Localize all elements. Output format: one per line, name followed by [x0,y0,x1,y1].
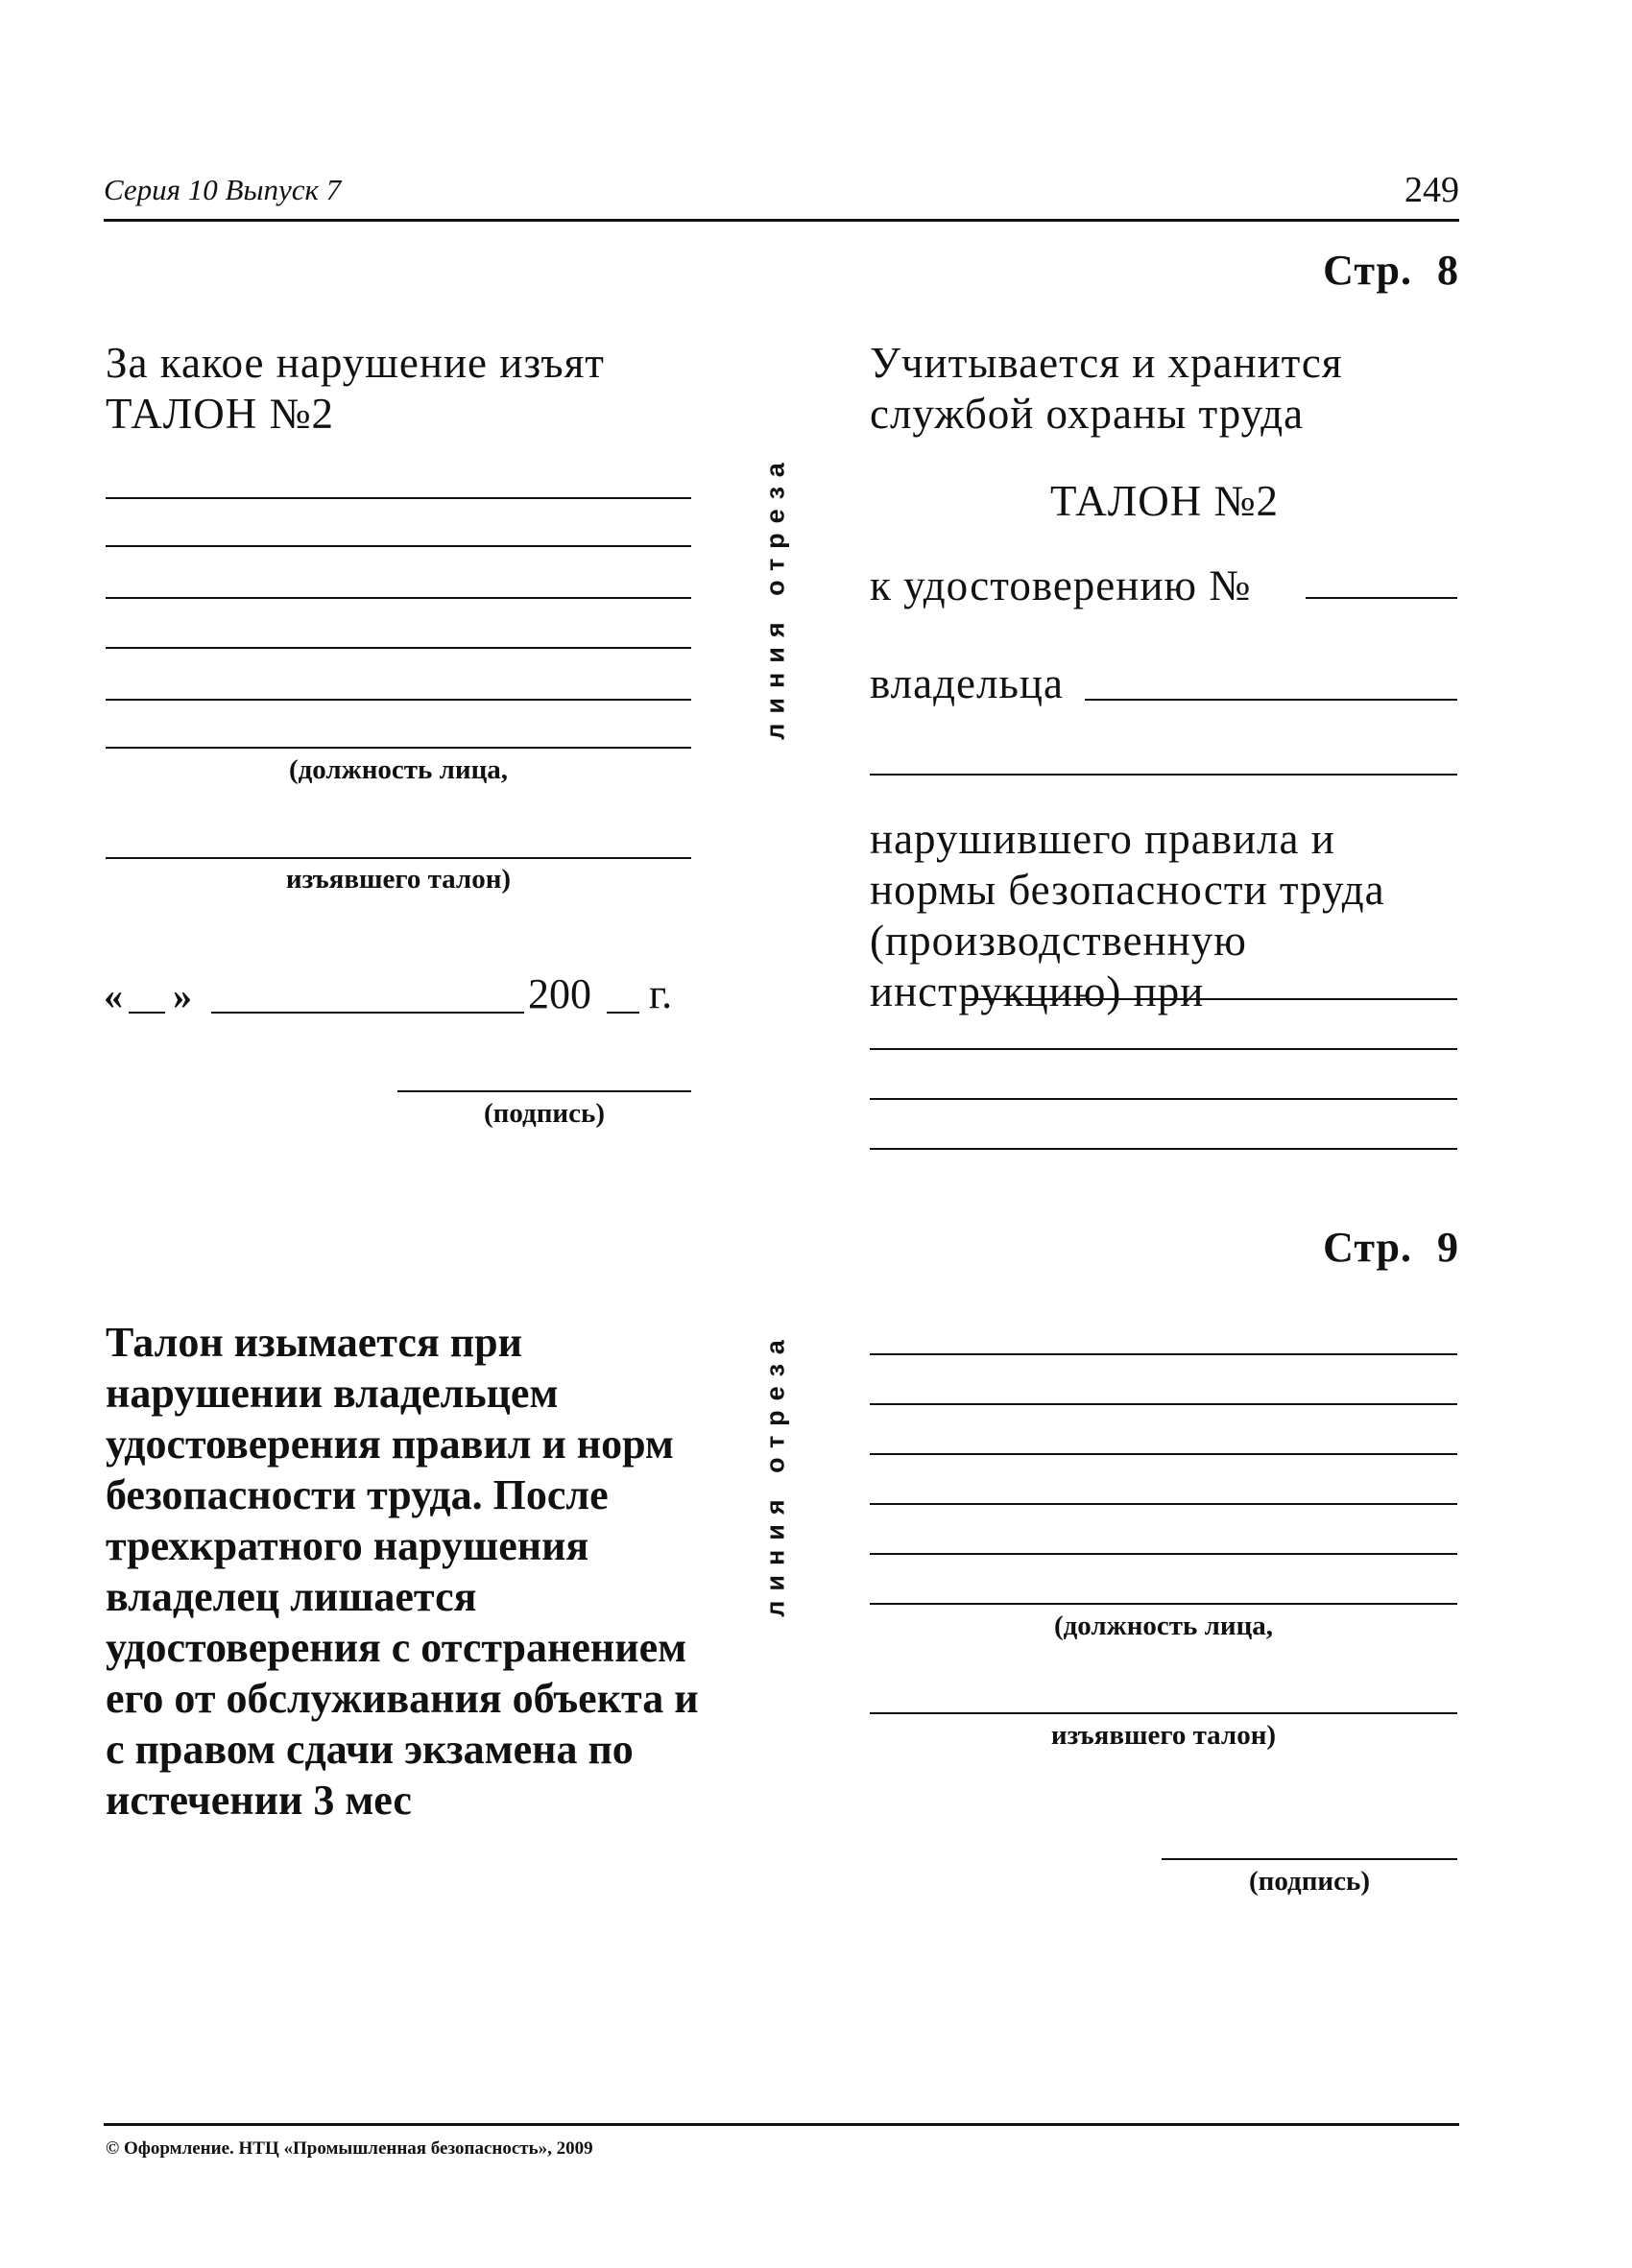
fill-line [106,497,691,499]
fill-line [106,647,691,649]
fill-line [106,545,691,547]
signature-line [1162,1858,1457,1860]
circumstance-line [870,1098,1457,1100]
owner-name-line-2 [870,774,1457,776]
storage-note: Учитывается и хранится службой охраны труда [870,339,1343,438]
signature-caption: (подпись) [1249,1866,1370,1897]
date-year: 200 [528,970,591,1017]
page-tag-9 [1323,1223,1459,1272]
fill-line [106,699,691,701]
date-year-line [607,1012,639,1014]
series-label: Серия 10 Выпуск 7 [104,173,342,206]
violation-text: нарушившего правила и нормы безопасности труда (производственную инструкцию) при [870,815,1385,1015]
page-tag-number: 9 [1437,1224,1459,1271]
issuer-caption: изъявшего талон) [1050,1720,1277,1751]
fill-line [870,1712,1457,1714]
rules-text: Талон изымается при нарушении владельцем удостоверения правил и норм безопасности труда. После трехкратного нарушения владелец лишается удостоверения с отстранением его от обслуживания объекта и с правом сдачи экзамена по истечении 3 мес [106,1319,699,1824]
signature-caption: (подпись) [484,1098,605,1129]
quote-close: » [173,974,192,1017]
position-caption: (должность лица, [1053,1611,1274,1641]
owner-name-line [1085,699,1457,701]
page-tag-number: 8 [1437,247,1459,294]
owner-label: владельца [870,659,1064,707]
fill-line [870,1553,1457,1555]
talon-title: ТАЛОН №2 [1050,477,1279,525]
circumstance-line [870,1048,1457,1050]
violation-question: За какое нарушение изъят ТАЛОН №2 [106,339,605,438]
fill-line [870,1503,1457,1505]
fill-line [106,597,691,599]
fill-line [870,1403,1457,1405]
fill-line [870,1453,1457,1455]
fill-line [870,1353,1457,1355]
certificate-label: к удостоверению № [870,561,1252,609]
certificate-number-line [1306,597,1457,599]
copyright: © Оформление. НТЦ «Промышленная безопасность», 2009 [106,2138,593,2159]
signature-line [397,1090,691,1092]
cut-line-label: линия отреза [760,1330,790,1617]
fill-line [106,857,691,859]
date-month-line [211,1012,524,1014]
fill-line [870,1603,1457,1605]
fill-line [106,747,691,749]
header-rule [104,219,1459,222]
page-number: 249 [1404,170,1459,210]
page-tag-label: Стр. [1323,247,1412,294]
circumstance-line [870,1148,1457,1150]
footer-rule [104,2123,1459,2126]
quote-open: « [104,974,123,1017]
date-day-line [129,1012,165,1014]
cut-line-label: линия отреза [760,453,790,740]
position-caption: (должность лица, [288,754,509,785]
circumstance-line [966,998,1457,1000]
date-suffix: г. [649,970,673,1017]
page-tag-label: Стр. [1323,1224,1412,1271]
issuer-caption: изъявшего талон) [285,864,512,895]
date-line [104,969,699,1027]
page-tag-8 [1323,246,1459,295]
